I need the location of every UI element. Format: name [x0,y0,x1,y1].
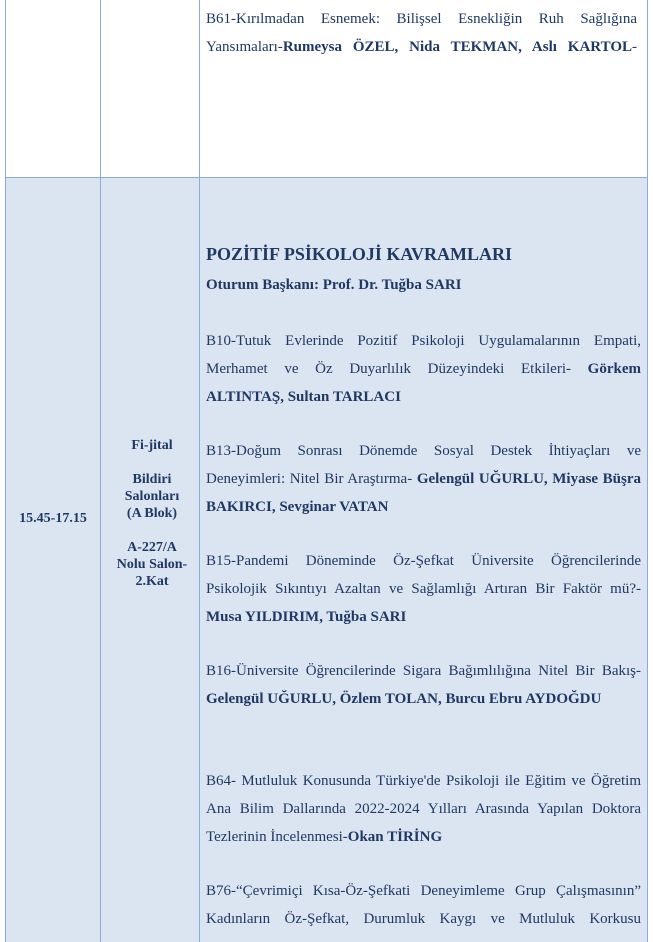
venue-line: Salonları [124,489,180,504]
row-border [5,177,648,178]
paper-title: B61-Kırılmadan Esnemek: Bilişsel Esnekliğin Ruh Sağlığına Yansımaları- [206,11,637,55]
paper-entry-b61 [206,5,637,61]
paper-title: B76-“Çevrimiçi Kısa-Öz-Şefkati Deneyimleme Grup Çalışmasının” Kadınların Öz-Şefkat, Durumluk Kaygı ve Mutluluk Korkusu [206,883,641,927]
venue-line: Fi-jital [131,438,173,453]
paper-title: B15-Pandemi Döneminde Öz-Şefkat Üniversite Öğrencilerinde Psikolojik Sıkıntıyı Azaltan ve Sağlamlığı Artıran Bir Faktör mü?- [206,553,641,597]
schedule-table [5,0,648,942]
venue-line: Nolu Salon- [116,557,188,572]
paper-entry [206,767,641,851]
session-venue [101,437,203,590]
paper-authors: Görkem ALTINTAŞ, Sultan TARLACI [206,361,641,405]
venue-line: A-227/A [127,540,177,555]
paper-suffix: - [632,39,637,55]
paper-title: B16-Üniversite Öğrencilerinde Sigara Bağımlılığına Nitel Bir Bakış- [206,663,641,679]
paper-entry [206,877,641,933]
paper-entry [206,327,641,411]
paper-authors: Gelengül UĞURLU, Özlem TOLAN, Burcu Ebru AYDOĞDU [206,691,602,707]
column-border [5,0,6,942]
venue-line: (A Blok) [126,506,178,521]
paper-authors: Musa YILDIRIM, Tuğba SARI [206,609,407,625]
session-time: 15.45-17.15 [19,511,87,526]
paper-entry [206,657,641,713]
paper-authors: Okan TİRİNG [347,829,443,845]
paper-title: B13-Doğum Sonrası Dönemde Sosyal Destek İhtiyaçları ve Deneyimleri: Nitel Bir Araştırma- [206,443,641,487]
paper-title: B64- Mutluluk Konusunda Türkiye'de Psikoloji ile Eğitim ve Öğretim Ana Bilim Dallarında 2022-2024 Yılları Arasında Yapılan Doktora Tezlerinin İncelenmesi- [206,773,641,845]
paper-authors: Gelengül UĞURLU, Miyase Büşra BAKIRCI, Sevginar VATAN [206,471,641,515]
session-title: POZİTİF PSİKOLOJİ KAVRAMLARI [206,244,513,264]
venue-line: Bildiri [132,472,172,487]
paper-title: B10-Tutuk Evlerinde Pozitif Psikoloji Uygulamalarının Empati, Merhamet ve Öz Duyarlılık Düzeyindeki Etkileri- [206,333,641,377]
paper-entry [206,437,641,521]
column-border [647,0,648,942]
session-chair: Oturum Başkanı: Prof. Dr. Tuğba SARI [206,277,462,293]
paper-entry [206,547,641,631]
venue-line: 2.Kat [135,574,169,589]
paper-authors: Rumeysa ÖZEL, Nida TEKMAN, Aslı KARTOL [282,39,632,55]
